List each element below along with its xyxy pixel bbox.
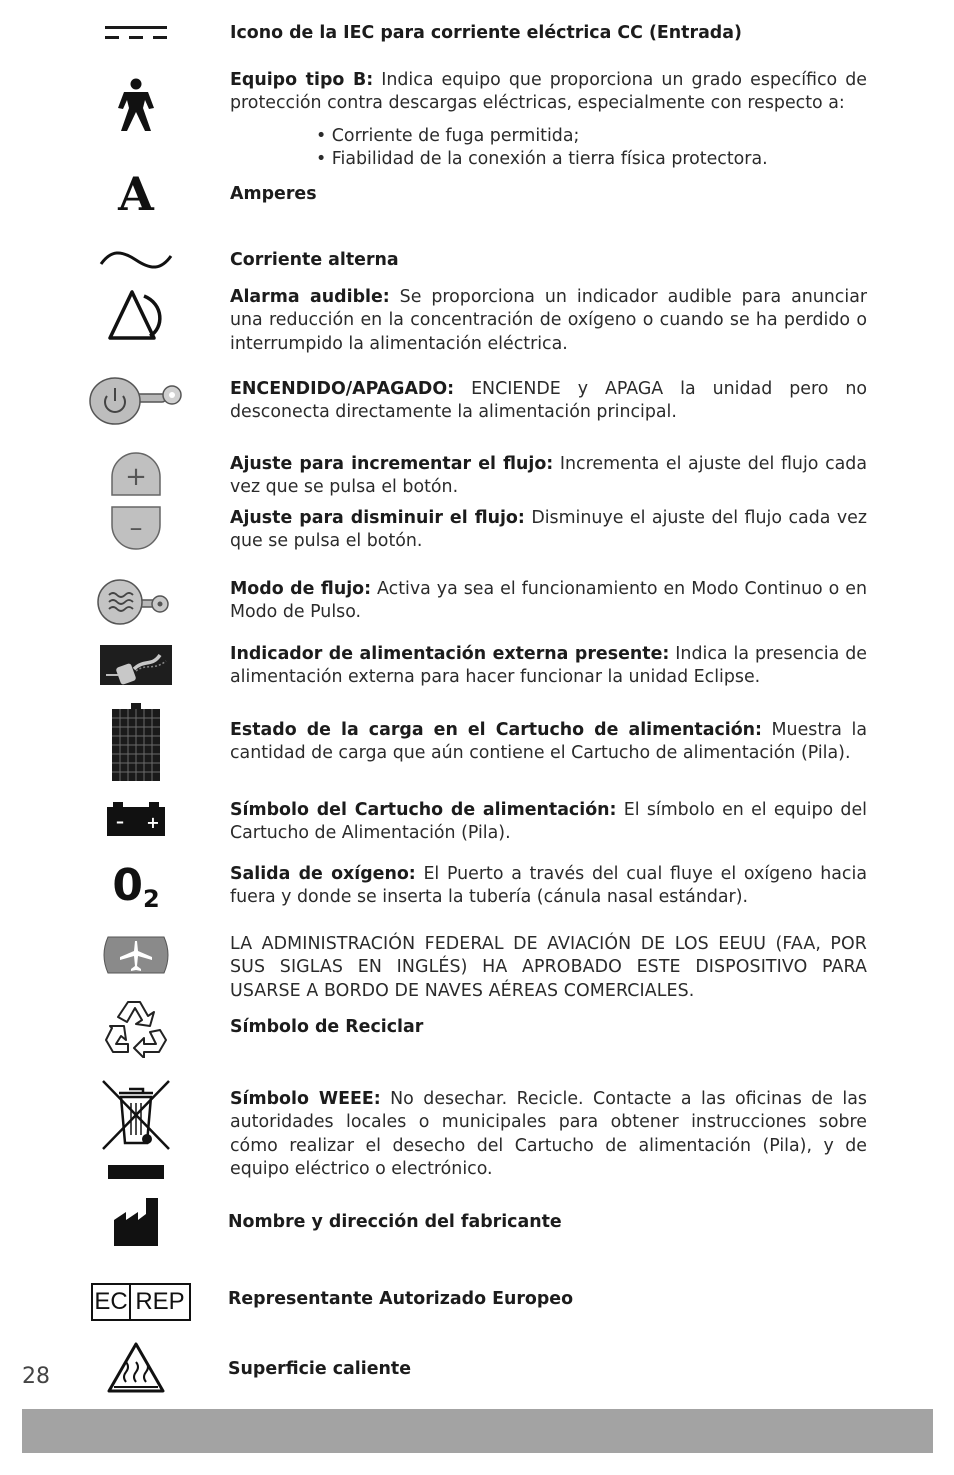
battery-symbol-icon xyxy=(86,802,186,836)
entry-title: Corriente alterna xyxy=(230,250,399,270)
entry-description: Activa ya sea el funcionamiento en Modo Continuo o en Modo de Pulso. xyxy=(230,579,867,623)
entry-title: Amperes xyxy=(230,184,317,204)
bullet-item: • Fiabilidad de la conexión a tierra física protectora. xyxy=(316,149,768,170)
entry-term: Indicador de alimentación externa presente: xyxy=(230,644,670,664)
oxygen-outlet-icon: 0 2 xyxy=(112,860,160,913)
ec-rep-icon: EC REP xyxy=(90,1283,192,1321)
entry-description: Incrementa el ajuste del flujo cada vez que se pulsa el botón. xyxy=(230,454,867,498)
entry-description: El símbolo en el equipo del Cartucho de Alimentación (Pila). xyxy=(230,800,867,844)
entry-term: Ajuste para disminuir el flujo: xyxy=(230,508,525,528)
entry-text xyxy=(230,863,867,910)
entry-description: Disminuye el ajuste del flujo cada vez que se pulsa el botón. xyxy=(230,508,867,552)
entry-description: LA ADMINISTRACIÓN FEDERAL DE AVIACIÓN DE LOS EEUU (FAA, POR SUS SIGLAS EN INGLÉS) HA APROBADO ESTE DISPOSITIVO PARA USARSE A BORDO DE NAVES AÉREAS COMERCIALES. xyxy=(230,934,867,1001)
recycle-icon xyxy=(86,998,186,1058)
entry-text xyxy=(230,719,867,766)
entry-term: Símbolo WEEE: xyxy=(230,1089,381,1109)
audible-alarm-icon xyxy=(86,288,186,342)
entry-title: Nombre y dirección del fabricante xyxy=(228,1212,562,1232)
entry-description: ENCIENDE y APAGA la unidad pero no desconecta directamente la alimentación principal. xyxy=(230,379,867,423)
entry-description: Se proporciona un indicador audible para anunciar una reducción en la concentración de oxígeno o cuando se ha perdido o interrumpido la alimentación eléctrica. xyxy=(230,287,868,354)
ampere-a-icon: A xyxy=(118,167,154,221)
airplane-badge-icon xyxy=(86,935,186,975)
entry-description: Indica equipo que proporciona un grado específico de protección contra descargas eléctricas, especialmente con respecto a: xyxy=(230,70,867,114)
entry-title: Símbolo de Reciclar xyxy=(230,1017,424,1037)
battery-charge-grid-icon xyxy=(86,703,186,781)
page-number: 28 xyxy=(22,1364,50,1389)
entry-term: Símbolo del Cartucho de alimentación: xyxy=(230,800,617,820)
entry-term: Equipo tipo B: xyxy=(230,70,374,90)
ac-wave-icon xyxy=(86,248,186,272)
entry-term: Ajuste para incrementar el flujo: xyxy=(230,454,554,474)
entry-text xyxy=(230,578,867,625)
svg-text:–: – xyxy=(129,513,143,543)
manufacturer-factory-icon xyxy=(86,1196,186,1248)
entry-title: Icono de la IEC para corriente eléctrica CC (Entrada) xyxy=(230,23,742,43)
entry-text xyxy=(230,1088,867,1181)
svg-text:–: – xyxy=(116,812,124,831)
entry-text xyxy=(230,643,867,690)
entry-title: Superficie caliente xyxy=(228,1359,411,1379)
entry-term: Estado de la carga en el Cartucho de alimentación: xyxy=(230,720,763,740)
entry-term: Alarma audible: xyxy=(230,287,390,307)
entry-text xyxy=(230,69,867,116)
weee-crossed-bin-icon xyxy=(86,1077,186,1181)
entry-text xyxy=(230,378,867,425)
external-power-plug-icon xyxy=(86,645,186,685)
entry-term: ENCENDIDO/APAGADO: xyxy=(230,379,455,399)
svg-text:+: + xyxy=(125,462,147,492)
bullet-item: • Corriente de fuga permitida; xyxy=(316,126,580,146)
entry-description: El Puerto a través del cual fluye el oxígeno hacia fuera y donde se inserta la tubería (cánula nasal estándar). xyxy=(230,864,867,908)
flow-up-down-button-icon xyxy=(86,449,186,553)
entry-term: Modo de flujo: xyxy=(230,579,372,599)
bullet-list xyxy=(316,125,768,172)
entry-text xyxy=(230,286,867,356)
hot-surface-icon xyxy=(86,1341,186,1395)
entry-text xyxy=(230,453,867,500)
power-button-icon xyxy=(86,374,186,428)
entry-text xyxy=(230,799,867,846)
entry-title: Representante Autorizado Europeo xyxy=(228,1289,574,1309)
type-b-person-icon xyxy=(86,78,186,132)
footer-bar xyxy=(22,1409,933,1453)
dc-current-icon xyxy=(86,25,186,41)
entry-term: Salida de oxígeno: xyxy=(230,864,416,884)
entry-text xyxy=(230,507,867,554)
entry-description: No desechar. Recicle. Contacte a las oficinas de las autoridades locales o municipales para obtener instrucciones sobre cómo realizar el desecho del Cartucho de alimentación (Pila), y de equipo eléctrico o electrónico. xyxy=(230,1089,867,1179)
svg-text:+: + xyxy=(146,813,160,832)
entry-description: Muestra la cantidad de carga que aún contiene el Cartucho de alimentación (Pila). xyxy=(230,720,867,764)
flow-mode-button-icon xyxy=(86,577,186,627)
entry-description: Indica la presencia de alimentación externa para hacer funcionar la unidad Eclipse. xyxy=(230,644,868,688)
